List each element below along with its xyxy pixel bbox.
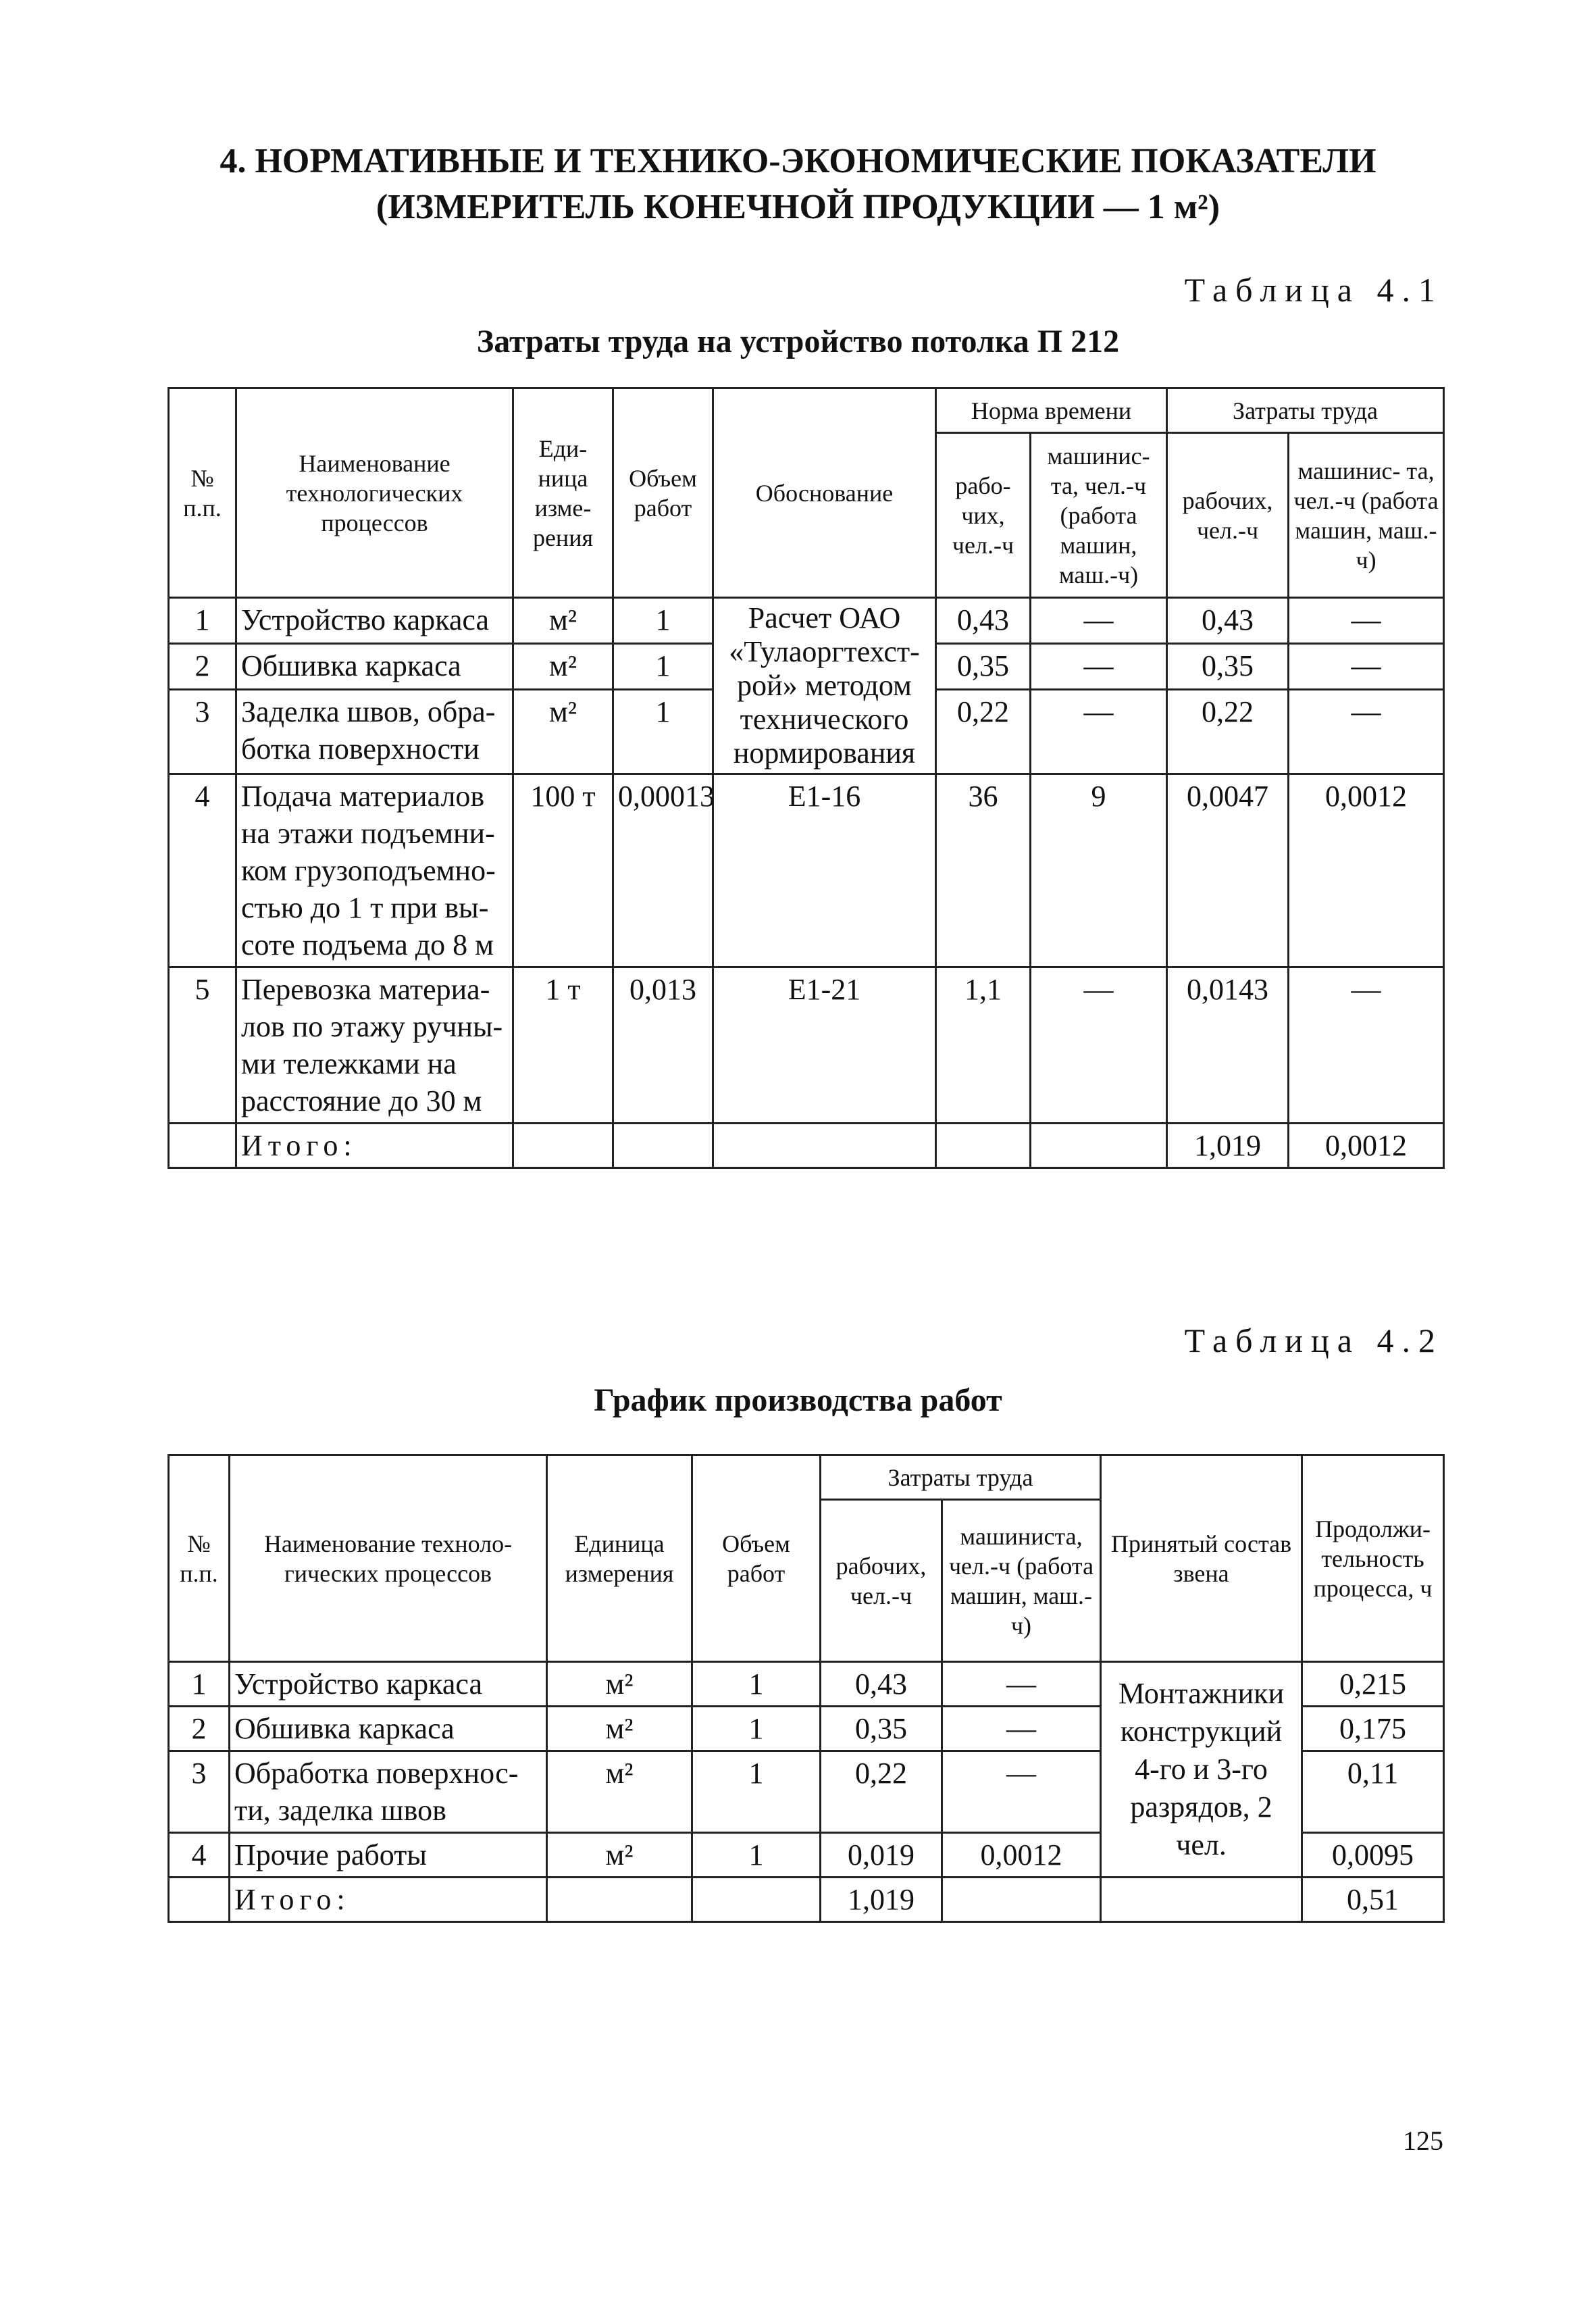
row-cost-workers: 0,35 <box>821 1707 942 1751</box>
row-volume: 1 <box>613 690 713 774</box>
total-empty <box>1101 1878 1302 1922</box>
header-unit: Единица измерения <box>547 1455 692 1662</box>
row-cost-machinist: — <box>1289 690 1444 774</box>
row-norm-machinist: — <box>1031 690 1167 774</box>
row-volume: 1 <box>613 598 713 644</box>
row-num: 2 <box>169 1707 230 1751</box>
row-name: Прочие работы <box>230 1833 547 1878</box>
total-empty <box>169 1878 230 1922</box>
total-empty <box>613 1124 713 1168</box>
row-duration: 0,11 <box>1302 1751 1444 1833</box>
row-basis-shared: Расчет ОАО «Тулаоргтехст- рой» методом технического нормирования <box>713 598 936 774</box>
header-basis: Обоснование <box>713 388 936 598</box>
row-volume: 0,00013 <box>613 774 713 967</box>
total-empty <box>513 1124 613 1168</box>
header-unit: Еди- ница изме- рения <box>513 388 613 598</box>
table-row <box>169 774 1444 967</box>
row-unit: м² <box>547 1662 692 1707</box>
header-cost-group: Затраты труда <box>1167 388 1444 433</box>
table2-title: График производства работ <box>594 1382 1002 1418</box>
row-norm-workers: 0,43 <box>936 598 1031 644</box>
total-label: Итого: <box>230 1878 547 1922</box>
row-num: 3 <box>169 1751 230 1833</box>
table1-caption: Таблица 4.1 <box>1184 271 1443 309</box>
header-num: № п.п. <box>169 388 236 598</box>
total-empty <box>692 1878 821 1922</box>
total-empty <box>936 1124 1031 1168</box>
row-cost-workers: 0,0047 <box>1167 774 1289 967</box>
total-cost-workers: 1,019 <box>821 1878 942 1922</box>
header-volume: Объем работ <box>613 388 713 598</box>
row-name: Подача материалов на этажи подъемни- ком грузоподъемно- стью до 1 т при вы- соте подъема до 8 м <box>236 774 513 967</box>
section-heading-line2: (ИЗМЕРИТЕЛЬ КОНЕЧНОЙ ПРОДУКЦИИ — 1 м²) <box>376 188 1220 226</box>
row-norm-machinist: 9 <box>1031 774 1167 967</box>
header-cost-machinist: машиниста, чел.-ч (работа машин, маш.-ч) <box>942 1500 1101 1662</box>
header-volume: Объем работ <box>692 1455 821 1662</box>
row-unit: м² <box>513 690 613 774</box>
row-cost-machinist: — <box>942 1662 1101 1707</box>
row-norm-workers: 0,22 <box>936 690 1031 774</box>
row-num: 2 <box>169 644 236 690</box>
table-row <box>169 967 1444 1124</box>
row-num: 1 <box>169 598 236 644</box>
row-num: 3 <box>169 690 236 774</box>
section-heading <box>0 139 1596 230</box>
row-unit: м² <box>513 598 613 644</box>
row-name: Перевозка материа- лов по этажу ручны- ми тележками на расстояние до 30 м <box>236 967 513 1124</box>
total-label: Итого: <box>236 1124 513 1168</box>
header-norm-machinist: машинис- та, чел.-ч (работа машин, маш.-ч) <box>1031 433 1167 598</box>
header-cost-workers: рабочих, чел.-ч <box>821 1500 942 1662</box>
table-row <box>169 1662 1444 1707</box>
header-cost-machinist: машинис- та, чел.-ч (работа машин, маш.-ч) <box>1289 433 1444 598</box>
row-duration: 0,175 <box>1302 1707 1444 1751</box>
row-num: 4 <box>169 1833 230 1878</box>
header-norm-workers: рабо- чих, чел.-ч <box>936 433 1031 598</box>
header-cost-workers: рабочих, чел.-ч <box>1167 433 1289 598</box>
row-cost-workers: 0,22 <box>821 1751 942 1833</box>
crew-composition: Монтажники конструкций 4-го и 3-го разрядов, 2 чел. <box>1101 1662 1302 1878</box>
row-cost-machinist: — <box>1289 598 1444 644</box>
row-cost-machinist: 0,0012 <box>942 1833 1101 1878</box>
row-norm-machinist: — <box>1031 644 1167 690</box>
row-volume: 1 <box>692 1751 821 1833</box>
row-volume: 1 <box>692 1833 821 1878</box>
total-cost-workers: 1,019 <box>1167 1124 1289 1168</box>
row-basis: Е1-21 <box>713 967 936 1124</box>
row-duration: 0,215 <box>1302 1662 1444 1707</box>
row-duration: 0,0095 <box>1302 1833 1444 1878</box>
total-empty <box>169 1124 236 1168</box>
row-cost-machinist: — <box>1289 644 1444 690</box>
row-num: 5 <box>169 967 236 1124</box>
row-cost-workers: 0,019 <box>821 1833 942 1878</box>
header-cost-group: Затраты труда <box>821 1455 1101 1500</box>
row-num: 1 <box>169 1662 230 1707</box>
row-volume: 1 <box>692 1707 821 1751</box>
row-cost-workers: 0,43 <box>1167 598 1289 644</box>
total-duration: 0,51 <box>1302 1878 1444 1922</box>
row-unit: м² <box>513 644 613 690</box>
total-cost-machinist: 0,0012 <box>1289 1124 1444 1168</box>
header-duration: Продолжи- тельность процесса, ч <box>1302 1455 1444 1662</box>
section-heading-line1: 4. НОРМАТИВНЫЕ И ТЕХНИКО-ЭКОНОМИЧЕСКИЕ ПОКАЗАТЕЛИ <box>220 142 1376 180</box>
table2-caption: Таблица 4.2 <box>1184 1322 1443 1359</box>
total-empty <box>713 1124 936 1168</box>
page-number: 125 <box>1403 2126 1443 2156</box>
row-cost-workers: 0,35 <box>1167 644 1289 690</box>
header-num: № п.п. <box>169 1455 230 1662</box>
row-name: Устройство каркаса <box>230 1662 547 1707</box>
row-cost-machinist: — <box>1289 967 1444 1124</box>
schedule-table <box>168 1454 1445 1923</box>
row-norm-workers: 36 <box>936 774 1031 967</box>
row-unit: м² <box>547 1707 692 1751</box>
row-norm-machinist: — <box>1031 967 1167 1124</box>
row-norm-workers: 0,35 <box>936 644 1031 690</box>
total-empty <box>1031 1124 1167 1168</box>
total-row <box>169 1878 1444 1922</box>
row-unit: м² <box>547 1833 692 1878</box>
header-crew: Принятый состав звена <box>1101 1455 1302 1662</box>
table-row <box>169 598 1444 644</box>
row-volume: 1 <box>692 1662 821 1707</box>
total-empty <box>942 1878 1101 1922</box>
labor-cost-table <box>168 387 1445 1169</box>
row-unit: 100 т <box>513 774 613 967</box>
row-cost-workers: 0,43 <box>821 1662 942 1707</box>
row-cost-workers: 0,0143 <box>1167 967 1289 1124</box>
row-num: 4 <box>169 774 236 967</box>
row-name: Устройство каркаса <box>236 598 513 644</box>
row-name: Обшивка каркаса <box>230 1707 547 1751</box>
row-name: Заделка швов, обра- ботка поверхности <box>236 690 513 774</box>
row-basis: Е1-16 <box>713 774 936 967</box>
total-empty <box>547 1878 692 1922</box>
row-name: Обработка поверхнос- ти, заделка швов <box>230 1751 547 1833</box>
row-unit: м² <box>547 1751 692 1833</box>
row-volume: 0,013 <box>613 967 713 1124</box>
row-cost-machinist: — <box>942 1751 1101 1833</box>
row-norm-machinist: — <box>1031 598 1167 644</box>
row-cost-workers: 0,22 <box>1167 690 1289 774</box>
row-volume: 1 <box>613 644 713 690</box>
row-cost-machinist: — <box>942 1707 1101 1751</box>
total-row <box>169 1124 1444 1168</box>
header-norm-group: Норма времени <box>936 388 1167 433</box>
header-name: Наименование технологических процессов <box>236 388 513 598</box>
header-name: Наименование техноло- гических процессов <box>230 1455 547 1662</box>
row-name: Обшивка каркаса <box>236 644 513 690</box>
table1-title: Затраты труда на устройство потолка П 212 <box>476 324 1120 359</box>
row-unit: 1 т <box>513 967 613 1124</box>
row-cost-machinist: 0,0012 <box>1289 774 1444 967</box>
row-norm-workers: 1,1 <box>936 967 1031 1124</box>
